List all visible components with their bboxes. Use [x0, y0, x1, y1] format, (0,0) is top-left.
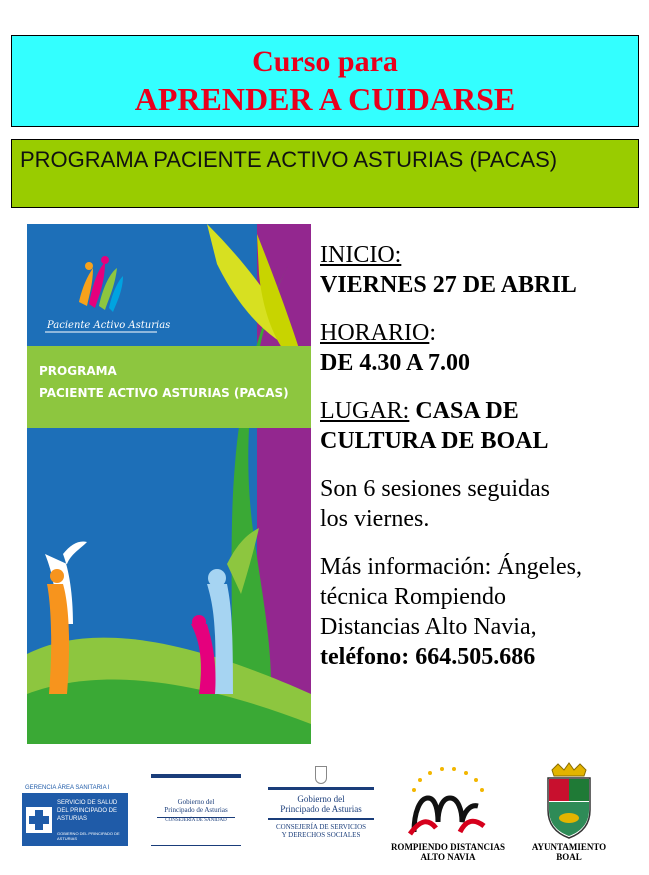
- sponsor-logos: [0, 760, 649, 875]
- schedule-colon: :: [429, 320, 437, 346]
- title-box: [11, 35, 639, 127]
- place-value-1: CASA DE: [415, 398, 519, 424]
- more-info-line-1: Más información: Ángeles,: [320, 554, 582, 580]
- sespa-name-1: SERVICIO DE SALUD: [57, 800, 118, 806]
- ayuntamiento-boal-logo: [524, 762, 614, 862]
- boal-coat-of-arms-icon: [524, 762, 614, 840]
- schedule-label: HORARIO: [320, 320, 430, 346]
- ay-line-1: AYUNTAMIENTO: [531, 842, 607, 852]
- program-banner: PROGRAMA PACIENTE ACTIVO ASTURIAS (PACAS): [11, 139, 639, 208]
- rompiendo-distancias-icon: [380, 762, 516, 842]
- program-cover-image: [27, 224, 311, 744]
- sessions-line-2: los viernes.: [320, 506, 430, 532]
- rd-line-1: ROMPIENDO DISTANCIAS: [390, 842, 506, 852]
- more-info-line-2: técnica Rompiendo: [320, 584, 506, 610]
- cover-title-line-1: PROGRAMA: [39, 364, 117, 378]
- start-value: VIERNES 27 DE ABRIL: [320, 272, 577, 298]
- rompiendo-distancias-logo: [380, 762, 516, 862]
- schedule-value: DE 4.30 A 7.00: [320, 350, 471, 376]
- sespa-top: GERENCIA ÁREA SANITARIA I: [22, 784, 128, 793]
- gov-servicios-logo: [268, 766, 374, 846]
- gov2-line-2: Principado de Asturias: [280, 804, 362, 814]
- more-info-line-3: Distancias Alto Navia,: [320, 614, 537, 640]
- gov1-line-2: Principado de Asturias: [164, 806, 228, 814]
- gov-sanidad-logo: [151, 774, 241, 846]
- cover-illustration: [27, 224, 311, 744]
- cover-title-line-2: PACIENTE ACTIVO ASTURIAS (PACAS): [39, 386, 289, 400]
- ay-line-2: BOAL: [556, 852, 582, 862]
- phone-number: teléfono: 664.505.686: [320, 644, 536, 670]
- sespa-foot: GOBIERNO DEL PRINCIPADO DE ASTURIAS: [57, 831, 120, 841]
- health-cross-icon: [26, 807, 52, 833]
- rd-line-2: ALTO NAVIA: [420, 852, 476, 862]
- place-label: LUGAR:: [320, 398, 410, 424]
- gov2-line-1: Gobierno del: [297, 794, 345, 804]
- cover-logo-text: Paciente Activo Asturias: [47, 320, 171, 331]
- sessions-line-1: Son 6 sesiones seguidas: [320, 476, 550, 502]
- course-info: [320, 240, 640, 672]
- gov2-sub-1: CONSEJERÍA DE SERVICIOS: [275, 823, 367, 831]
- gov1-sub: CONSEJERÍA DE SANIDAD: [157, 817, 235, 823]
- sespa-logo: [22, 784, 128, 846]
- sespa-name-2: DEL PRINCIPADO DE ASTURIAS: [57, 808, 118, 822]
- title-line-1: Curso para: [252, 45, 398, 78]
- coat-of-arms-icon: [315, 766, 327, 784]
- start-label: INICIO:: [320, 242, 402, 268]
- gov2-sub-2: Y DERECHOS SOCIALES: [281, 831, 361, 839]
- gov1-line-1: Gobierno del: [177, 798, 215, 806]
- title-line-2: APRENDER A CUIDARSE: [134, 81, 516, 117]
- place-value-2: CULTURA DE BOAL: [320, 428, 549, 454]
